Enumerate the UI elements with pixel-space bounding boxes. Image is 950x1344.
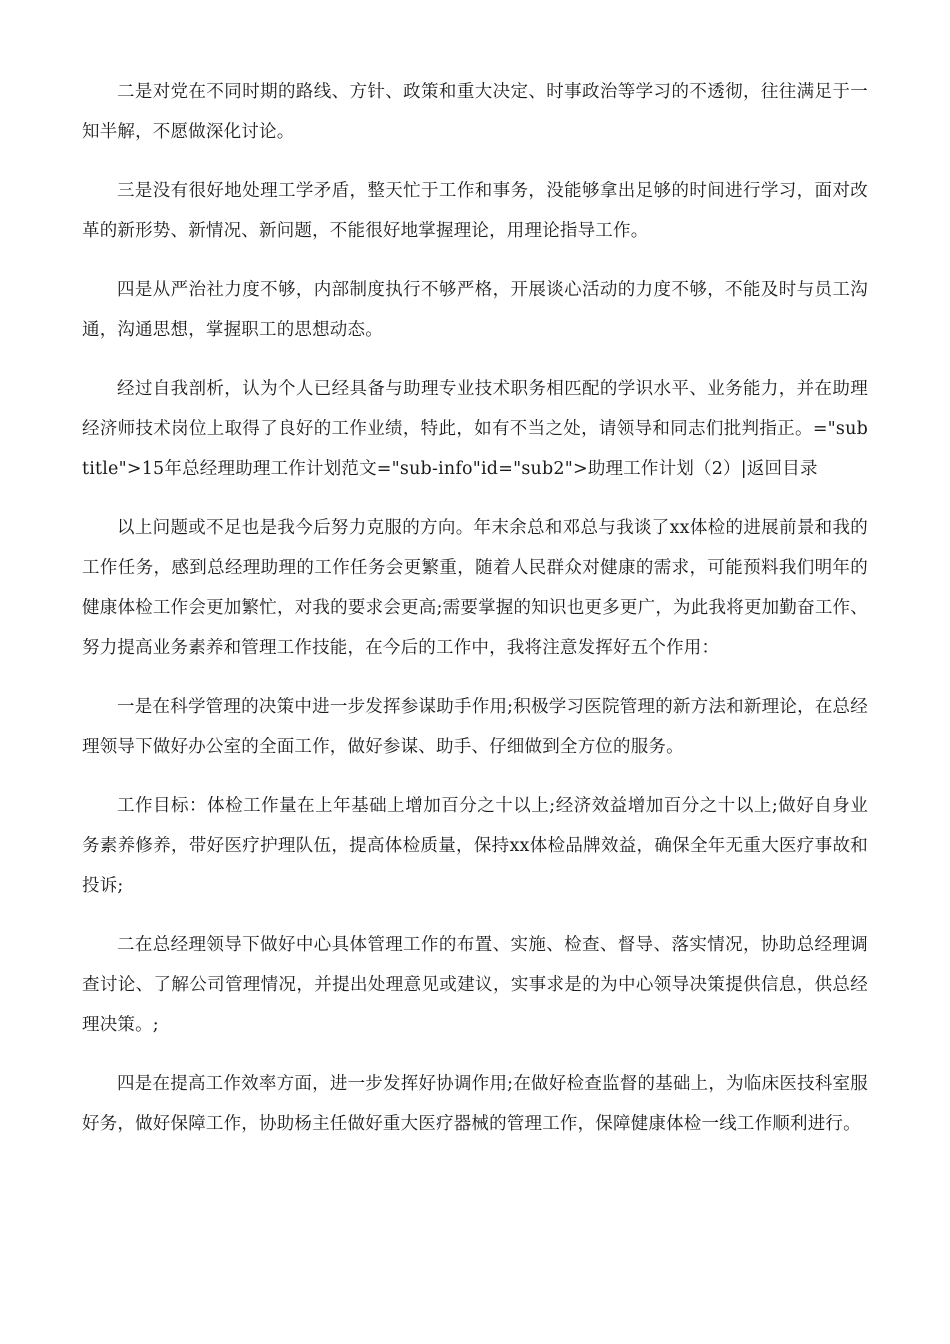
paragraph-management-issues: 四是从严治社力度不够，内部制度执行不够严格，开展谈心活动的力度不够，不能及时与员工沟通，沟通思想，掌握职工的思想动态。	[82, 280, 868, 340]
paragraph-work-goals: 工作目标：体检工作量在上年基础上增加百分之十以上;经济效益增加百分之十以上;做好自身业务素养修养，带好医疗护理队伍，提高体检质量，保持xx体检品牌效益，确保全年无重大医疗事故和投诉;	[82, 796, 868, 896]
paragraph-work-study-conflict: 三是没有很好地处理工学矛盾，整天忙于工作和事务，没能够拿出足够的时间进行学习，面对改革的新形势、新情况、新问题，不能很好地掌握理论，用理论指导工作。	[82, 181, 868, 241]
paragraph-role-four: 四是在提高工作效率方面，进一步发挥好协调作用;在做好检查监督的基础上，为临床医技科室服好务，做好保障工作，协助杨主任做好重大医疗器械的管理工作，保障健康体检一线工作顺利进行。	[82, 1074, 868, 1134]
paragraph-study-issues: 二是对党在不同时期的路线、方针、政策和重大决定、时事政治等学习的不透彻，往往满足于一知半解，不愿做深化讨论。	[82, 82, 868, 142]
paragraph-role-two: 二在总经理领导下做好中心具体管理工作的布置、实施、检查、督导、落实情况，协助总经理调查讨论、了解公司管理情况，并提出处理意见或建议，实事求是的为中心领导决策提供信息，供总经理决策。;	[82, 935, 868, 1035]
paragraph-future-direction: 以上问题或不足也是我今后努力克服的方向。年末余总和邓总与我谈了xx体检的进展前景和我的工作任务，感到总经理助理的工作任务会更繁重，随着人民群众对健康的需求，可能预料我们明年的健康体检工作会更加繁忙，对我的要求会更高;需要掌握的知识也更多更广，为此我将更加勤奋工作、努力提高业务素养和管理工作技能，在今后的工作中，我将注意发挥好五个作用：	[82, 518, 868, 658]
paragraph-self-analysis: 经过自我剖析，认为个人已经具备与助理专业技术职务相匹配的学识水平、业务能力，并在助理经济师技术岗位上取得了良好的工作业绩，特此，如有不当之处，请领导和同志们批判指正。="subtitle">15年总经理助理工作计划范文="sub-info"id="sub2">助理工作计划（2）|返回目录	[82, 379, 868, 479]
document-body	[82, 72, 868, 1163]
paragraph-role-one: 一是在科学管理的决策中进一步发挥参谋助手作用;积极学习医院管理的新方法和新理论，在总经理领导下做好办公室的全面工作，做好参谋、助手、仔细做到全方位的服务。	[82, 697, 868, 757]
